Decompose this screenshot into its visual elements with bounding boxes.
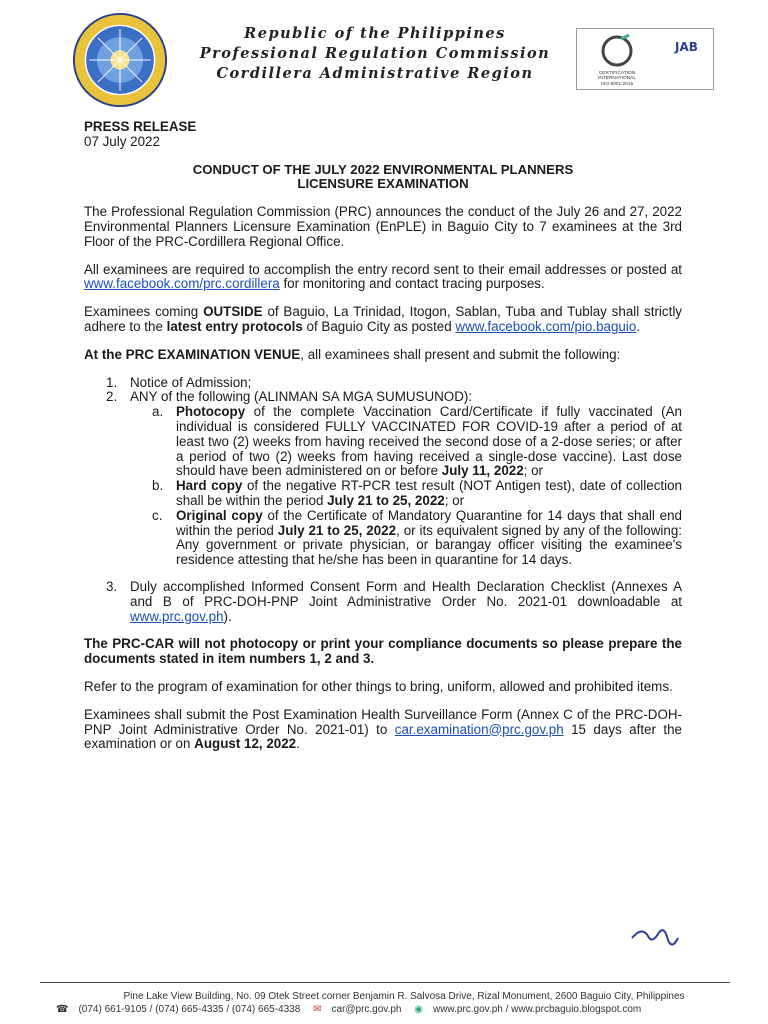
list-subitem: c. Original copy of the Certificate of Mandatory Quarantine for 14 days that shall end within the period July 21 to 25, 2022, or its equivalent signed by any of the following: Any government or private physician, or barangay officer visiting the examinee's residence attesting that he/she has been in quarantine for 14 days. <box>152 507 682 568</box>
phone-icon: ☎ <box>56 1004 69 1015</box>
release-title: CONDUCT OF THE JULY 2022 ENVIRONMENTAL PLANNERS LICENSURE EXAMINATION <box>192 161 574 192</box>
paragraph-program-reference: Refer to the program of examination for other things to bring, uniform, allowed and prohibited items. <box>84 678 673 694</box>
list-item: 1. Notice of Admission; <box>106 374 252 390</box>
release-date: 07 July 2022 <box>84 133 160 149</box>
footer-web[interactable]: www.prc.gov.ph / www.prcbaguio.blogspot.com <box>432 1004 642 1015</box>
list-subitem: b. Hard copy of the negative RT-PCR test result (NOT Antigen test), date of collection shall be within the period July 21 to 25, 2022; or <box>152 478 682 508</box>
signature-mark <box>628 920 688 956</box>
list-subitem: a. Photocopy of the complete Vaccination Card/Certificate if fully vaccinated (An individual is considered FULLY VACCINATED FOR COVID-19 after a period of at least two (2) weeks from having received the second dose of a 2-dose series; or after a period of two (2) weeks from having received a single-dose vaccine). Last dose should have been administered on or before July 11, 2022; or <box>152 404 682 479</box>
paragraph-entry-record: All examinees are required to accomplish the entry record sent to their email addresses or posted at www.facebook.com/prc.cordillera for monitoring and contact tracing purposes. <box>84 261 682 292</box>
footer-phones: (074) 661-9105 / (074) 665-4335 / (074) 665-4338 <box>78 1004 301 1015</box>
header-line-commission: Professional Regulation Commission <box>199 45 551 62</box>
prc-website-link[interactable]: www.prc.gov.ph <box>130 608 224 624</box>
requirements-list <box>84 376 682 625</box>
exam-email-link[interactable]: car.examination@prc.gov.ph <box>394 721 564 737</box>
footer-email[interactable]: car@prc.gov.ph <box>331 1004 402 1015</box>
footer-divider <box>40 982 730 983</box>
paragraph-no-photocopy: The PRC-CAR will not photocopy or print your compliance documents so please prepare the documents stated in item numbers 1, 2 and 3. <box>84 636 682 667</box>
paragraph-venue: At the PRC EXAMINATION VENUE, all examinees shall present and submit the following: <box>84 346 621 362</box>
header-line-region: Cordillera Administrative Region <box>216 65 534 82</box>
press-release-label: PRESS RELEASE <box>84 119 197 134</box>
list-item: 3. Duly accomplished Informed Consent Form and Health Declaration Checklist (Annexes A and B of PRC-DOH-PNP Joint Administrative Order No. 2021-01 downloadable at www.prc.gov.ph). <box>106 578 682 624</box>
paragraph-announcement: The Professional Regulation Commission (PRC) announces the conduct of the July 26 and 27, 2022 Environmental Planners Licensure Examination (EnPLE) in Baguio City to 7 examinees at the 3rd Floor of the PRC-Cordillera Regional Office. <box>84 204 682 249</box>
cert-label: CERTIFICATION INTERNATIONAL ISO 9001:2015 <box>597 71 637 87</box>
mail-icon: ✉ <box>313 1004 322 1015</box>
list-item: 2. ANY of the following (ALINMAN SA MGA SUMUSUNOD): <box>106 389 473 405</box>
paragraph-post-exam-form: Examinees shall submit the Post Examination Health Surveillance Form (Annex C of the PRC-DOH-PNP Joint Administrative Order No. 2021-01) to car.examination@prc.gov.ph 15 days after the examination or on August 12, 2022. <box>84 706 682 752</box>
press-release-body <box>84 120 682 752</box>
facebook-pio-link[interactable]: www.facebook.com/pio.baguio <box>455 318 637 334</box>
footer-address: Pine Lake View Building, No. 09 Otek Street corner Benjamin R. Salvosa Drive, Rizal Monument, 2600 Baguio City, Philippines <box>123 991 685 1002</box>
jab-mark: JAB <box>675 40 698 54</box>
prc-seal-logo <box>72 12 168 108</box>
paragraph-outside-examinees: Examinees coming OUTSIDE of Baguio, La Trinidad, Itogon, Sablan, Tuba and Tublay shall strictly adhere to the latest entry protocols of Baguio City as posted www.facebook.com/pio.baguio. <box>84 304 682 334</box>
agency-header <box>180 24 570 84</box>
facebook-prc-link[interactable]: www.facebook.com/prc.cordillera <box>84 276 280 292</box>
certification-box <box>576 28 714 90</box>
footer-contacts <box>56 1004 746 1015</box>
web-icon: ◉ <box>414 1004 423 1015</box>
header-line-republic: Republic of the Philippines <box>244 25 506 42</box>
